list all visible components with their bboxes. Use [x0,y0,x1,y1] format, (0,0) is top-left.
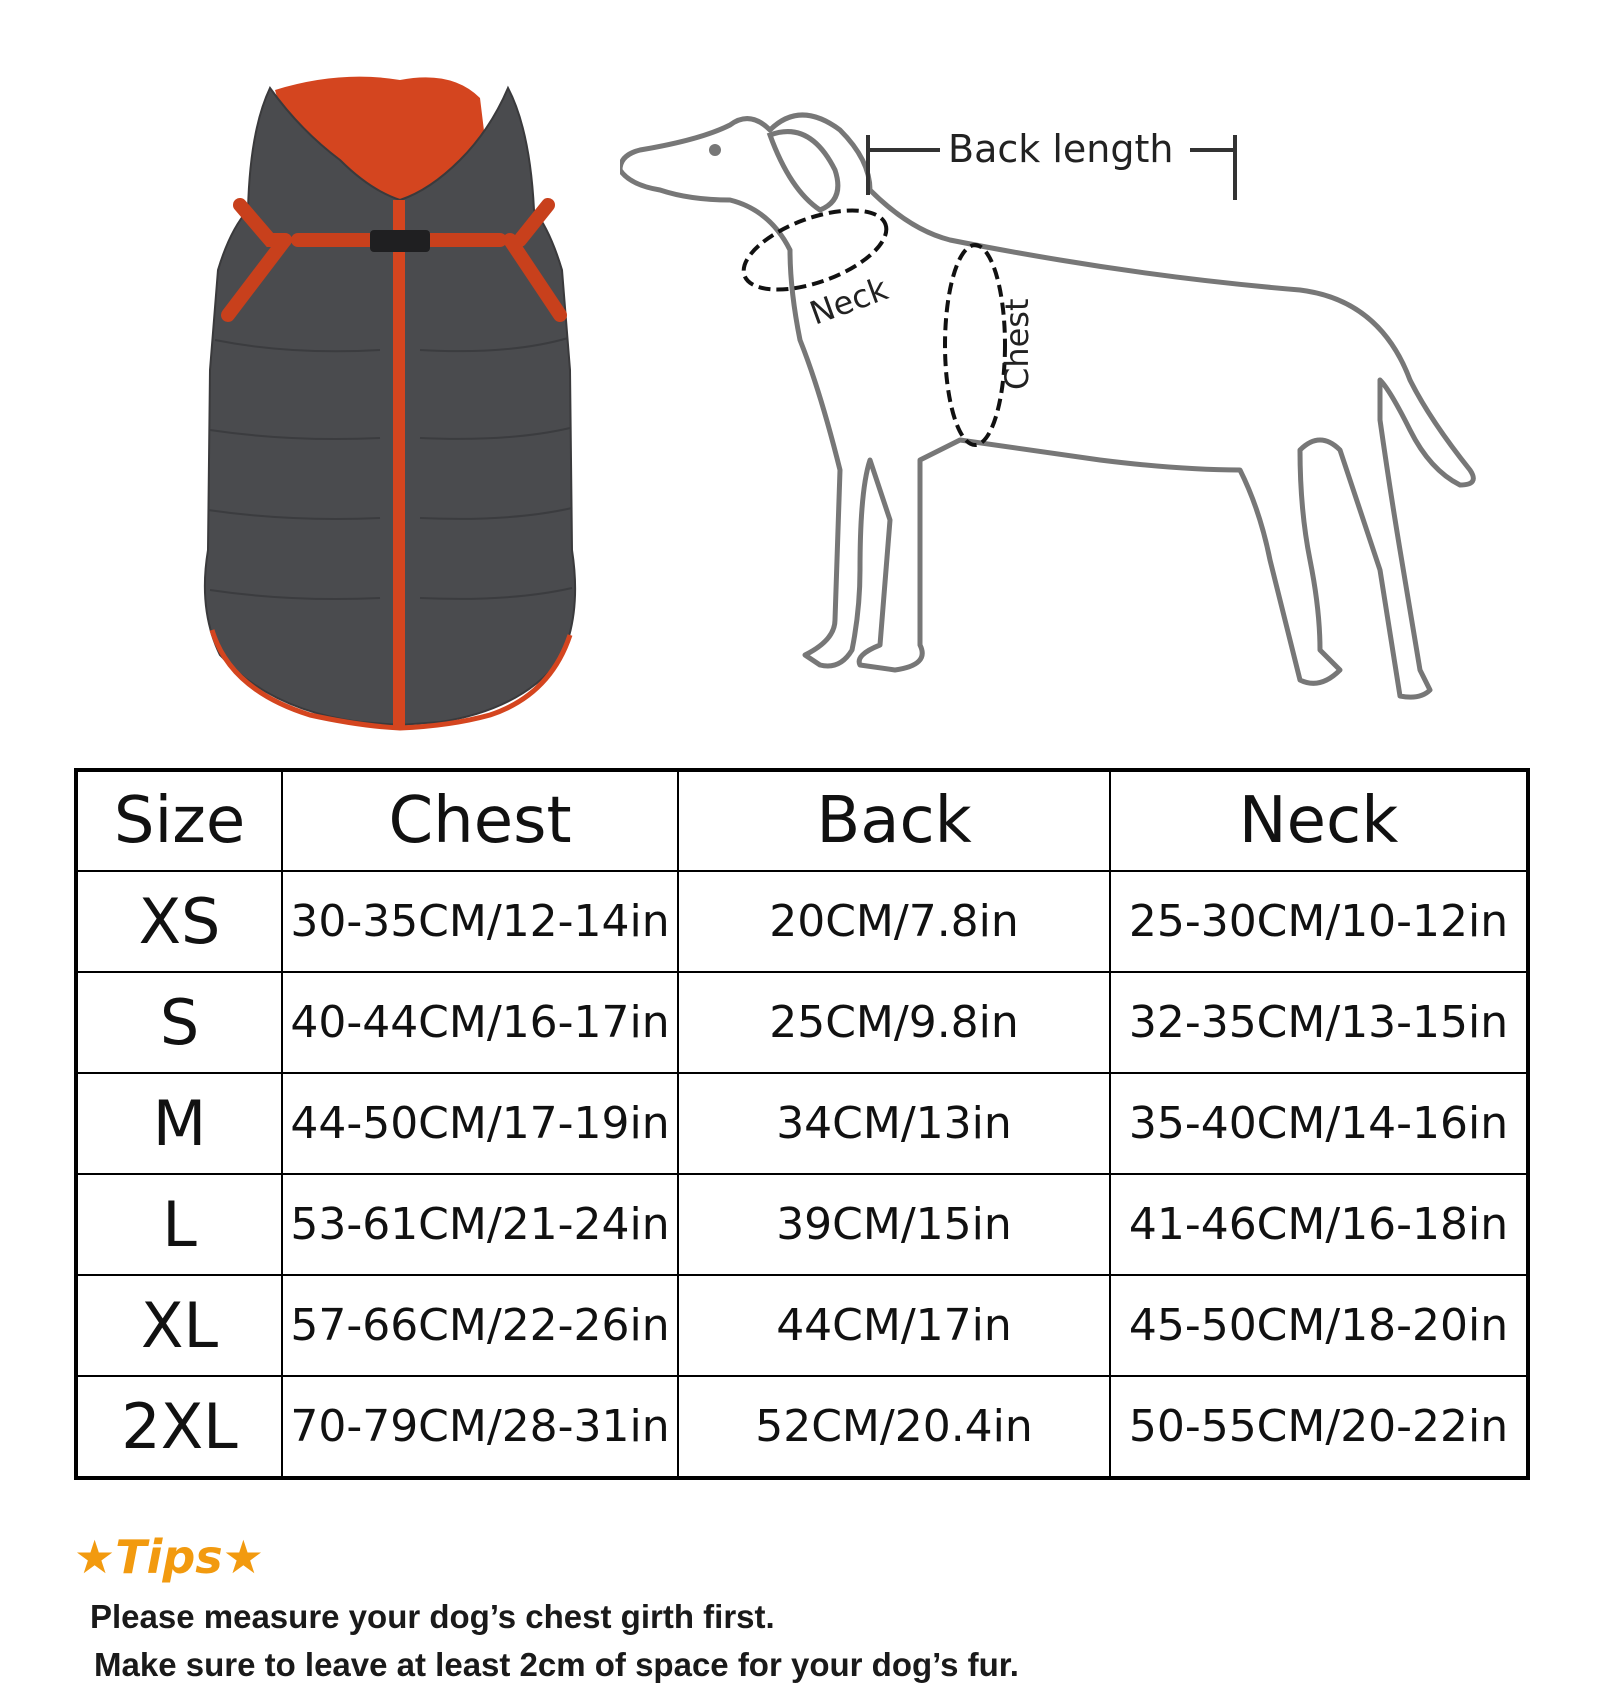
size-cell: XL [76,1275,282,1376]
neck-label: Neck [804,269,893,333]
chest-cell: 57-66CM/22-26in [282,1275,678,1376]
back-length-label: Back length [948,127,1174,171]
product-illustration-area [0,0,1600,760]
back-cell: 25CM/9.8in [678,972,1110,1073]
tip-line: Make sure to leave at least 2cm of space for your dog’s fur. [94,1646,1019,1683]
chest-measure-ellipse [945,245,1005,445]
tip-line: Please measure your dog’s chest girth first. [90,1598,775,1635]
chest-cell: 30-35CM/12-14in [282,871,678,972]
size-chart-table [74,768,1530,1480]
neck-cell: 32-35CM/13-15in [1110,972,1528,1073]
chest-cell: 40-44CM/16-17in [282,972,678,1073]
back-cell: 34CM/13in [678,1073,1110,1174]
chest-label: Chest [998,298,1036,390]
size-cell: XS [76,871,282,972]
dog-outline [620,115,1473,697]
table-row [76,1376,1528,1478]
jacket-zipper [393,200,405,728]
neck-cell: 41-46CM/16-18in [1110,1174,1528,1275]
header-back: Back [678,770,1110,871]
table-row [76,871,1528,972]
header-size: Size [76,770,282,871]
header-neck: Neck [1110,770,1528,871]
neck-cell: 35-40CM/14-16in [1110,1073,1528,1174]
table-row [76,972,1528,1073]
table-header-row [76,770,1528,871]
dog-jacket-image [190,70,610,750]
chest-cell: 53-61CM/21-24in [282,1174,678,1275]
harness-buckle [370,230,430,252]
neck-cell: 50-55CM/20-22in [1110,1376,1528,1478]
dog-measurement-diagram [620,90,1540,760]
size-cell: L [76,1174,282,1275]
size-cell: 2XL [76,1376,282,1478]
table-row [76,1275,1528,1376]
back-cell: 20CM/7.8in [678,871,1110,972]
neck-cell: 45-50CM/18-20in [1110,1275,1528,1376]
table-row [76,1174,1528,1275]
back-cell: 44CM/17in [678,1275,1110,1376]
back-cell: 52CM/20.4in [678,1376,1110,1478]
chest-cell: 44-50CM/17-19in [282,1073,678,1174]
table-row [76,1073,1528,1174]
tips-title: ★Tips★ [74,1530,264,1584]
size-cell: S [76,972,282,1073]
header-chest: Chest [282,770,678,871]
back-cell: 39CM/15in [678,1174,1110,1275]
neck-cell: 25-30CM/10-12in [1110,871,1528,972]
dog-eye [709,144,721,156]
chest-cell: 70-79CM/28-31in [282,1376,678,1478]
size-cell: M [76,1073,282,1174]
dog-ear [770,132,838,210]
